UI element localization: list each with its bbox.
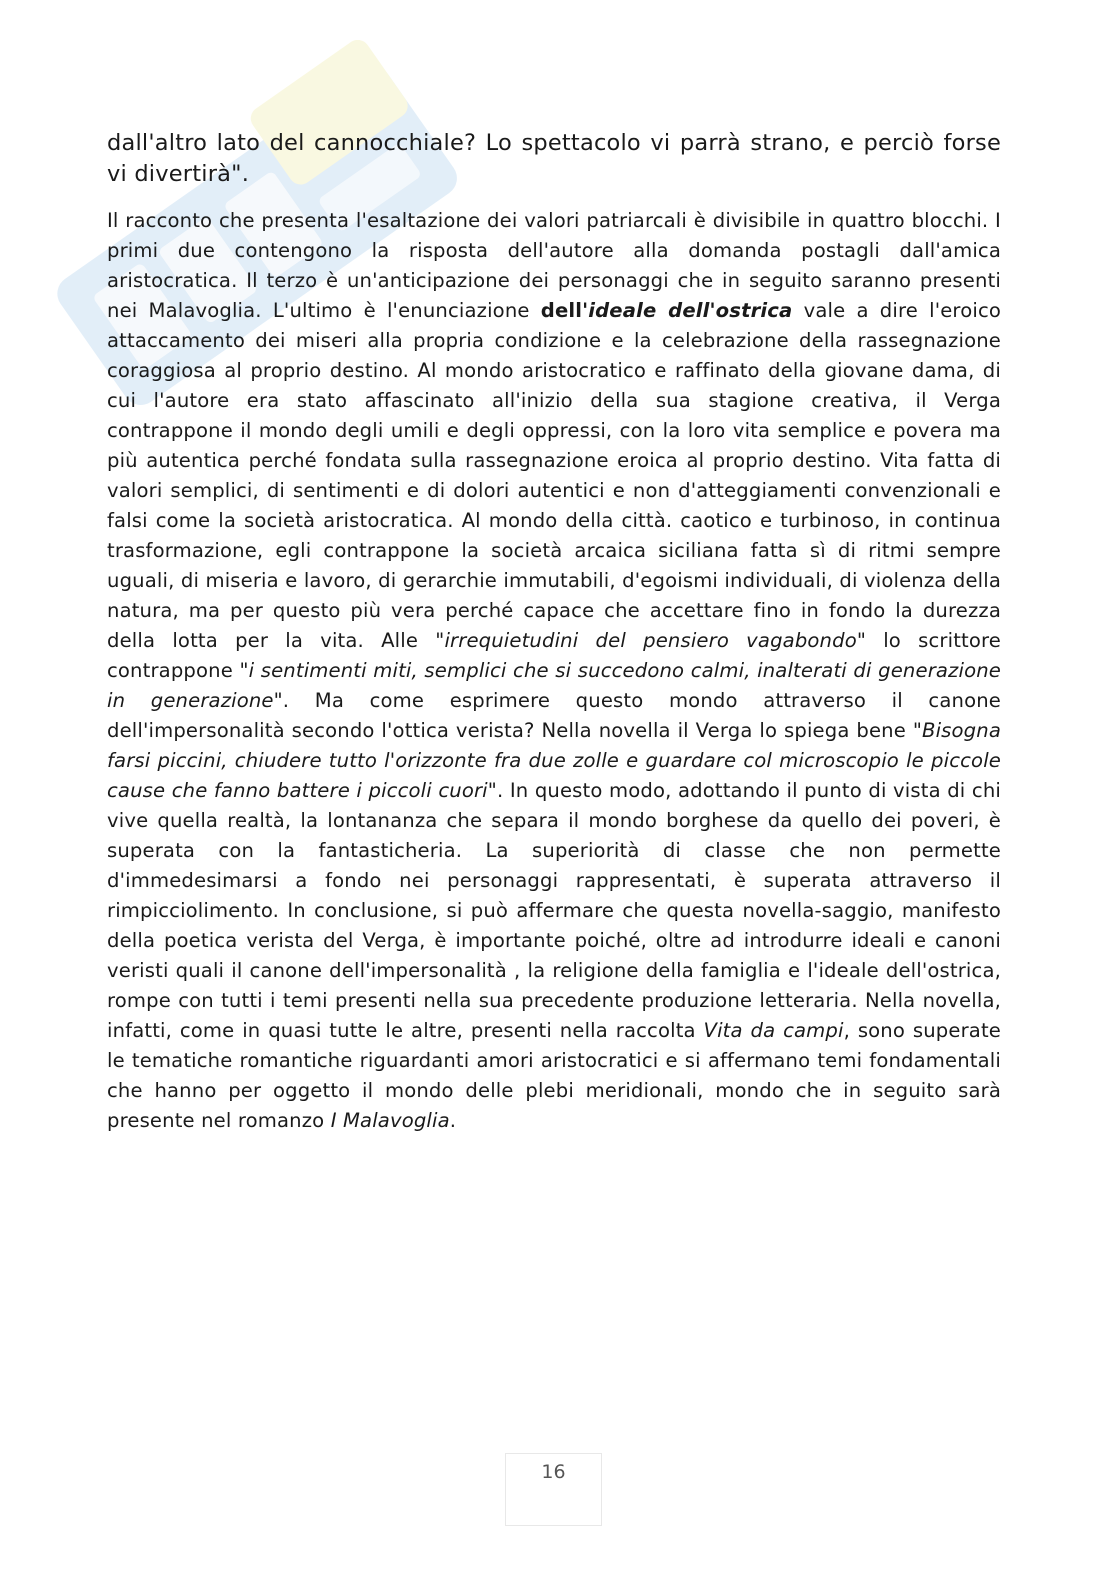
italic-quote: Bisogna farsi piccini, chiudere tutto l'orizzonte fra due zolle e guardare col microscopio le piccole cause che fanno battere i piccoli cuori — [107, 719, 1001, 802]
document-content — [107, 128, 1001, 1136]
text-run: Il racconto che presenta l'esaltazione dei valori patriarcali è divisibile in quattro blocchi. I primi due contengono la risposta dell'autore alla domanda postagli dall'amica aristocratica. Il terzo è un'anticipazione dei personaggi che in seguito saranno presenti nei Malavoglia. L'ultimo è l'enunciazione — [107, 209, 1001, 322]
text-run: vale a dire l'eroico attaccamento dei miseri alla propria condizione e la celebrazione della rassegnazione coraggiosa al proprio destino. Al mondo aristocratico e raffinato della giovane dama, di cui l'autore era stato affascinato all'inizio della sua stagione creativa, il Verga contrappone il mondo degli umili e degli oppressi, con la loro vita semplice e povera ma più autentica perché fondata sulla rassegnazione eroica al proprio destino. Vita fatta di valori semplici, di sentimenti e di dolori autentici e non d'atteggiamenti convenzionali e falsi come la società aristocratica. Al mondo della città. caotico e turbinoso, in continua trasformazione, egli contrappone la società arcaica siciliana fatta sì di ritmi sempre uguali, di miseria e lavoro, di gerarchie immutabili, d'egoismi individuali, di violenza della natura, ma per questo più vera perché capace che accettare fino in fondo la durezza della lotta per la vita. Alle " — [107, 299, 1002, 652]
text-run: , sono superate le tematiche romantiche riguardanti amori aristocratici e si affermano temi fondamentali che hanno per oggetto il mondo delle plebi meridionali, mondo che in seguito sarà presente nel romanzo — [107, 1019, 1001, 1132]
bold-italic-term: ideale dell'ostrica — [588, 299, 793, 322]
page-number-box — [505, 1453, 602, 1526]
italic-title: I Malavoglia — [330, 1109, 450, 1132]
bold-term — [541, 299, 793, 322]
text-run: " lo scrittore contrappone " — [107, 629, 1001, 682]
italic-title: Vita da campi — [703, 1019, 844, 1042]
text-run: ". In questo modo, adottando il punto di vista di chi vive quella realtà, la lontananza che separa il mondo borghese da quello dei poveri, è superata con la fantasticheria. La superiorità di classe che non permette d'immedesimarsi a fondo nei personaggi rappresentati, è superata attraverso il rimpicciolimento. In conclusione, si può affermare che questa novella-saggio, manifesto della poetica verista del Verga, è importante poiché, oltre ad introdurre ideali e canoni veristi quali il canone dell'impersonalità , la religione della famiglia e l'ideale dell'ostrica, rompe con tutti i temi presenti nella sua precedente produzione letteraria. Nella novella, infatti, come in quasi tutte le altre, presenti nella raccolta — [107, 779, 1001, 1042]
text-run: ". Ma come esprimere questo mondo attraverso il canone dell'impersonalità secondo l'ottica verista? Nella novella il Verga lo spiega bene " — [107, 689, 1001, 742]
italic-quote: i sentimenti miti, semplici che si succedono calmi, inalterati di generazione in generazione — [107, 659, 1001, 712]
italic-quote: irrequietudini del pensiero vagabondo — [444, 629, 857, 652]
page-number: 16 — [541, 1461, 566, 1483]
text-run: . — [449, 1109, 457, 1132]
intro-paragraph: dall'altro lato del cannocchiale? Lo spettacolo vi parrà strano, e perciò forse vi divertirà". — [107, 130, 1001, 187]
main-paragraph — [107, 206, 1001, 1136]
bold-text: dell' — [540, 299, 589, 322]
